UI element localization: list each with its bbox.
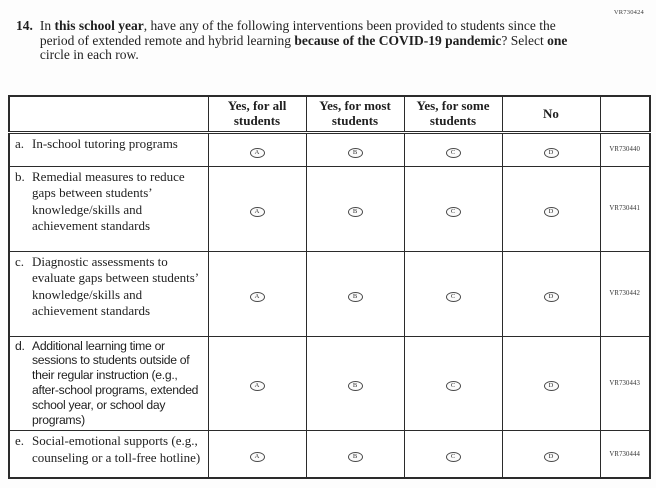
- header-yes-all: Yes, for all students: [208, 96, 306, 132]
- question-text: [40, 19, 580, 63]
- bubble-letter: A: [254, 292, 260, 300]
- question-block: [16, 19, 596, 63]
- answer-bubble-b-yes-most[interactable]: [348, 207, 363, 217]
- question-text-part: , have any of the following interventions been provided to students since the period of extended remote and hybrid learning: [39, 18, 556, 48]
- row-code: VR730440: [600, 132, 650, 166]
- header-empty-code-col: [600, 96, 650, 132]
- page-code: VR730424: [613, 9, 644, 16]
- row-code: VR730444: [600, 430, 650, 478]
- bubble-letter: D: [548, 382, 554, 390]
- answer-cell-yes-most: [306, 430, 404, 478]
- table-row-b: [9, 166, 650, 251]
- answer-cell-yes-most: [306, 132, 404, 166]
- bubble-letter: B: [352, 453, 358, 461]
- bubble-letter: C: [450, 148, 456, 156]
- row-letter: e.: [15, 432, 25, 448]
- header-empty-label-col: [9, 96, 208, 132]
- bubble-letter: B: [352, 148, 358, 156]
- row-label: Remedial measures to reduce gaps between students’ knowledge/skills and achievement standards: [32, 168, 185, 234]
- row-label-cell: [9, 430, 208, 478]
- bubble-letter: D: [548, 453, 554, 461]
- bubble-letter: D: [548, 207, 554, 215]
- row-code: VR730443: [600, 336, 650, 430]
- answer-bubble-a-yes-some[interactable]: [446, 148, 461, 158]
- answer-cell-no: [502, 166, 600, 251]
- bubble-letter: A: [254, 207, 260, 215]
- row-label: Social-emotional supports (e.g., counseling or a toll-free hotline): [32, 432, 201, 465]
- answer-bubble-e-yes-most[interactable]: [348, 452, 363, 462]
- header-yes-some: Yes, for some students: [404, 96, 502, 132]
- bubble-letter: C: [450, 207, 456, 215]
- row-letter: c.: [15, 253, 25, 269]
- table-row-d: [9, 336, 650, 430]
- answer-bubble-e-yes-all[interactable]: [250, 452, 265, 462]
- row-label: In-school tutoring programs: [32, 135, 178, 151]
- bubble-letter: A: [254, 148, 260, 156]
- question-text-part-bold: this school year: [54, 18, 144, 33]
- bubble-letter: D: [548, 148, 554, 156]
- answer-cell-yes-all: [208, 430, 306, 478]
- answer-cell-yes-some: [404, 251, 502, 336]
- answer-cell-yes-some: [404, 336, 502, 430]
- question-text-part-bold: one: [547, 32, 568, 48]
- bubble-letter: C: [450, 292, 456, 300]
- table-row-e: [9, 430, 650, 478]
- answer-bubble-c-yes-some[interactable]: [446, 292, 461, 302]
- row-label-cell: [9, 132, 208, 166]
- answer-cell-yes-most: [306, 251, 404, 336]
- table-header-row: [9, 96, 650, 132]
- row-label: Additional learning time or sessions to students outside of their regular instruction (e.g., after-school programs, extended school year, or school day programs): [32, 338, 199, 428]
- question-text-part: In: [39, 18, 55, 33]
- answer-cell-no: [502, 430, 600, 478]
- answer-cell-yes-most: [306, 166, 404, 251]
- question-text-part-bold: because of the COVID-19 pandemic: [294, 32, 502, 48]
- answer-bubble-e-yes-some[interactable]: [446, 452, 461, 462]
- bubble-letter: A: [254, 453, 260, 461]
- answer-cell-yes-all: [208, 251, 306, 336]
- question-number: 14.: [16, 18, 33, 33]
- bubble-letter: D: [548, 292, 554, 300]
- header-no: No: [502, 96, 600, 132]
- answer-bubble-d-no[interactable]: [544, 381, 559, 391]
- answer-bubble-b-yes-all[interactable]: [250, 207, 265, 217]
- answer-bubble-b-no[interactable]: [544, 207, 559, 217]
- answer-bubble-d-yes-most[interactable]: [348, 381, 363, 391]
- row-label-cell: [9, 336, 208, 430]
- answer-cell-yes-most: [306, 336, 404, 430]
- answer-cell-no: [502, 336, 600, 430]
- bubble-letter: C: [450, 382, 456, 390]
- answer-cell-yes-all: [208, 166, 306, 251]
- answer-bubble-e-no[interactable]: [544, 452, 559, 462]
- question-text-part: circle in each row.: [39, 47, 139, 63]
- answer-bubble-c-yes-most[interactable]: [348, 292, 363, 302]
- bubble-letter: C: [450, 453, 456, 461]
- answer-cell-yes-some: [404, 166, 502, 251]
- header-yes-most: Yes, for most students: [306, 96, 404, 132]
- answer-bubble-d-yes-some[interactable]: [446, 381, 461, 391]
- row-label-cell: [9, 166, 208, 251]
- bubble-letter: B: [352, 382, 358, 390]
- answer-cell-no: [502, 251, 600, 336]
- answer-bubble-a-yes-most[interactable]: [348, 148, 363, 158]
- row-code: VR730442: [600, 251, 650, 336]
- row-label-cell: [9, 251, 208, 336]
- bubble-letter: A: [254, 382, 260, 390]
- answer-bubble-b-yes-some[interactable]: [446, 207, 461, 217]
- row-letter: d.: [15, 338, 25, 353]
- answer-bubble-c-yes-all[interactable]: [250, 292, 265, 302]
- answer-cell-yes-all: [208, 132, 306, 166]
- bubble-letter: B: [352, 292, 358, 300]
- answer-cell-no: [502, 132, 600, 166]
- table-row-a: [9, 132, 650, 166]
- question-text-part: ? Select: [501, 32, 548, 48]
- bubble-letter: B: [352, 207, 358, 215]
- row-letter: a.: [15, 135, 25, 151]
- answer-cell-yes-some: [404, 132, 502, 166]
- row-code: VR730441: [600, 166, 650, 251]
- answer-bubble-c-no[interactable]: [544, 292, 559, 302]
- interventions-table: [8, 95, 651, 479]
- answer-bubble-a-no[interactable]: [544, 148, 559, 158]
- row-label: Diagnostic assessments to evaluate gaps between students’ knowledge/skills and achievement standards: [32, 253, 199, 319]
- table-row-c: [9, 251, 650, 336]
- row-letter: b.: [15, 168, 25, 184]
- answer-cell-yes-some: [404, 430, 502, 478]
- answer-cell-yes-all: [208, 336, 306, 430]
- answer-bubble-d-yes-all[interactable]: [250, 381, 265, 391]
- answer-bubble-a-yes-all[interactable]: [250, 148, 265, 158]
